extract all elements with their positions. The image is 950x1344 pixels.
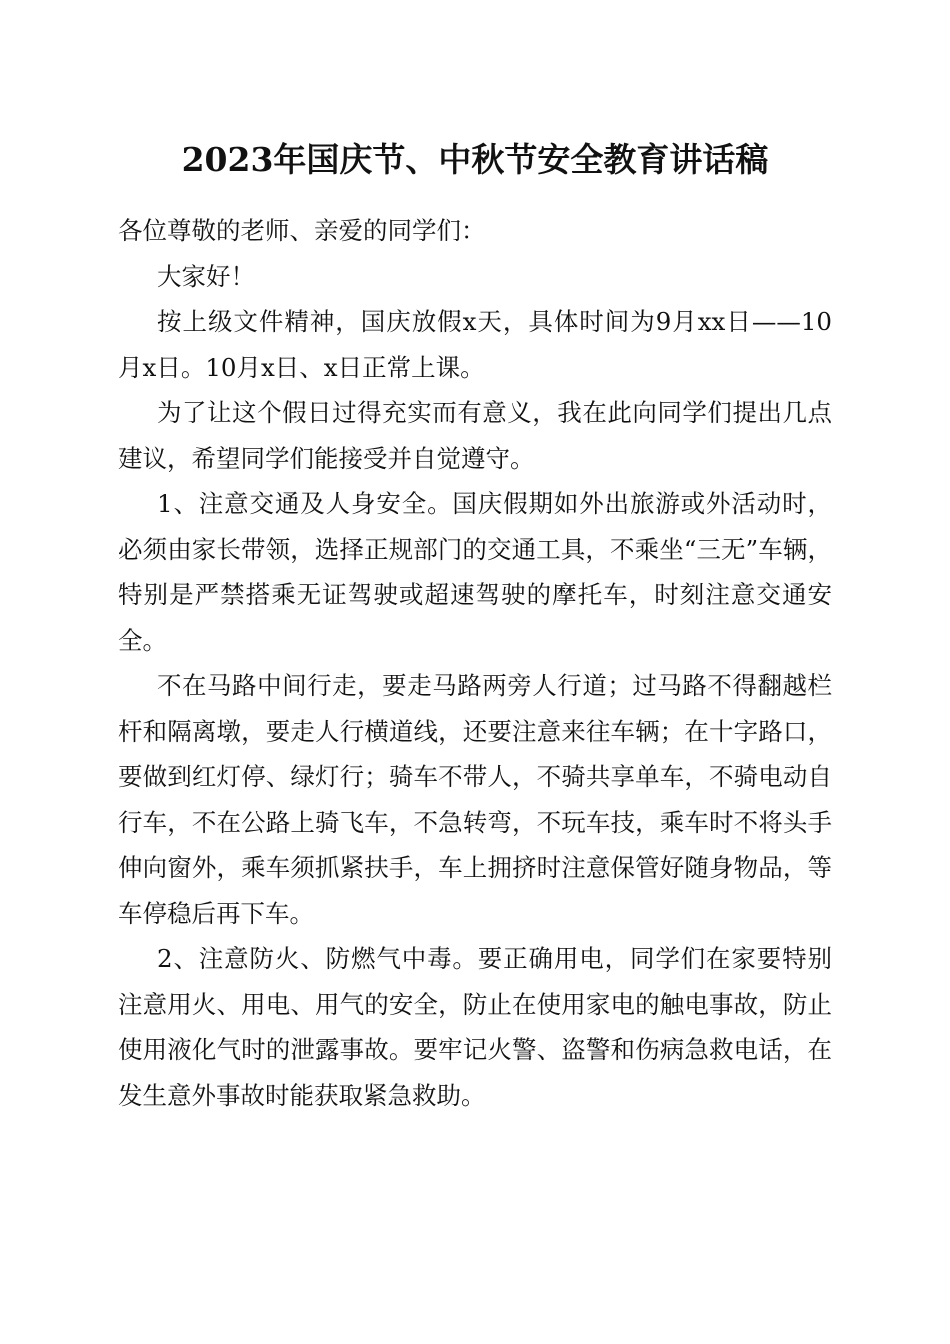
fire-gas-safety-paragraph: 2、注意防火、防燃气中毒。要正确用电，同学们在家要特别注意用火、用电、用气的安全，防止在使用家电的触电事故，防止使用液化气时的泄露事故。要牢记火警、盗警和伤病急救电话，在发生意外事故时能获取紧急救助。 <box>118 944 832 1110</box>
document-body <box>118 208 832 1118</box>
salutation-paragraph: 各位尊敬的老师、亲爱的同学们： <box>118 216 486 245</box>
traffic-safety-paragraph: 1、注意交通及人身安全。国庆假期如外出旅游或外活动时，必须由家长带领，选择正规部门的交通工具，不乘坐“三无”车辆，特别是严禁搭乘无证驾驶或超速驾驶的摩托车，时刻注意交通安全。 <box>118 489 832 655</box>
document-title: 2023年国庆节、中秋节安全教育讲话稿 <box>181 140 769 179</box>
road-rules-paragraph: 不在马路中间行走，要走马路两旁人行道；过马路不得翻越栏杆和隔离墩，要走人行横道线，还要注意来往车辆；在十字路口，要做到红灯停、绿灯行；骑车不带人，不骑共享单车，不骑电动自行车，不在公路上骑飞车，不急转弯，不玩车技，乘车时不将头手伸向窗外，乘车须抓紧扶手，车上拥挤时注意保管好随身物品，等车停稳后再下车。 <box>118 671 832 928</box>
holiday-schedule-paragraph: 按上级文件精神，国庆放假x天，具体时间为9月xx日——10月x日。10月x日、x日正常上课。 <box>118 307 832 382</box>
greeting-paragraph: 大家好！ <box>157 261 255 291</box>
suggestion-intro-paragraph: 为了让这个假日过得充实而有意义，我在此向同学们提出几点建议，希望同学们能接受并自觉遵守。 <box>118 398 832 473</box>
